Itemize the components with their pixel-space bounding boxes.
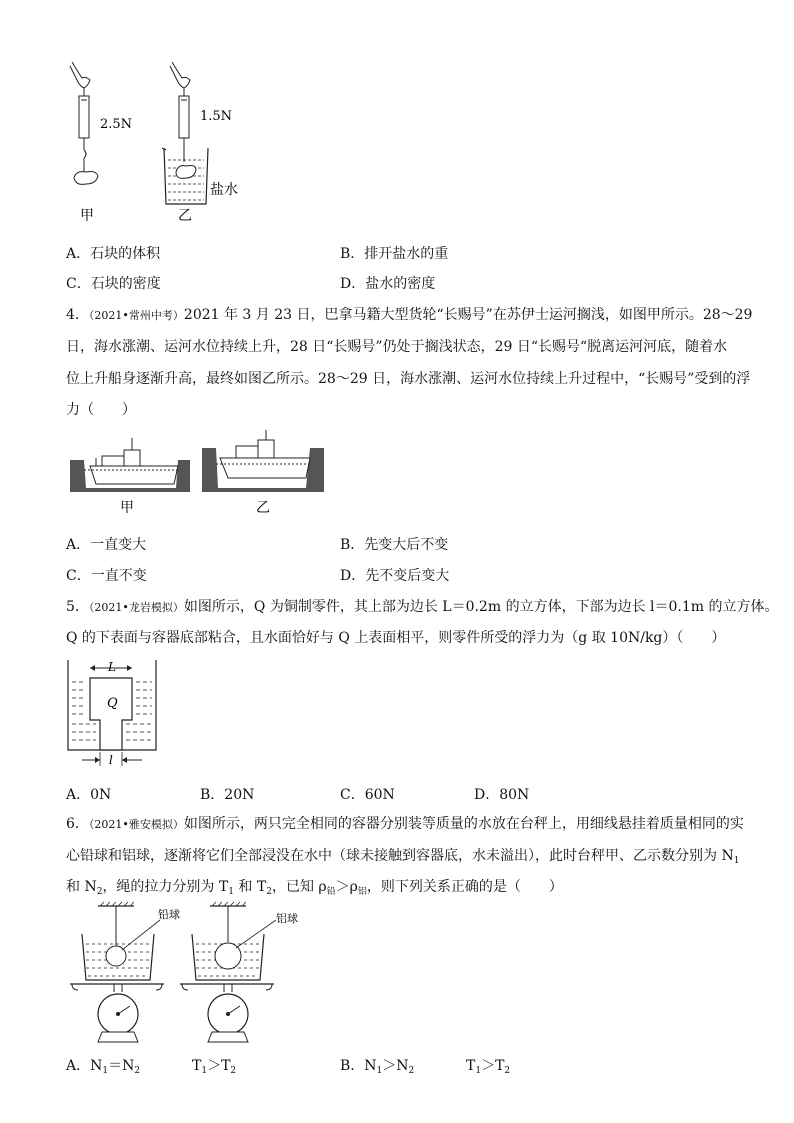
q6-figure bbox=[64, 900, 314, 1050]
q3-figure bbox=[60, 58, 260, 228]
q5-stem-line2: Q 的下表面与容器底部粘合，且水面恰好与 Q 上表面相平，则零件所受的浮力为（g 取 10N/kg）（ ） bbox=[66, 630, 726, 646]
q4-stem-line3: 位上升船身逐渐升高，最终如图乙所示。28～29 日，海水涨潮、运河水位持续上升过程中，“长赐号”受到的浮 bbox=[66, 371, 751, 387]
q3-reading-yi: 1.5N bbox=[200, 109, 233, 124]
q6-label-lead: 铅球 bbox=[158, 908, 180, 921]
q5-label-l: l bbox=[109, 753, 113, 767]
q4-label-yi: 乙 bbox=[256, 500, 270, 516]
q5-source: （2021•龙岩模拟） bbox=[88, 601, 184, 614]
q5-stem-line1: 5．（2021•龙岩模拟）如图所示，Q 为铜制零件，其上部为边长 L＝0.2m 的立方体，下部为边长 l＝0.1m 的立方体。 bbox=[66, 599, 779, 615]
q3-reading-jia: 2.5N bbox=[100, 117, 133, 132]
q4-figure bbox=[66, 430, 336, 520]
q6-label-al: 铝球 bbox=[276, 912, 298, 925]
q6-option-b[interactable]: B．$N_1>N_2$ bbox=[340, 1058, 415, 1076]
q5-figure bbox=[62, 658, 172, 770]
q3-label-yi: 乙 bbox=[178, 208, 192, 224]
q3-option-a[interactable]: A．石块的体积 bbox=[66, 246, 161, 262]
q6-stem-line1: 6．（2021•雅安模拟）如图所示，两只完全相同的容器分别装等质量的水放在台秤上，用细线悬挂着质量相同的实 bbox=[66, 816, 744, 832]
q3-option-d[interactable]: D．盐水的密度 bbox=[340, 276, 436, 292]
q4-stem-line4: 力（ ） bbox=[66, 402, 136, 418]
q5-label-Q: Q bbox=[107, 696, 118, 711]
q4-option-c[interactable]: C．一直不变 bbox=[66, 568, 147, 584]
q5-option-c[interactable]: C．60N bbox=[340, 787, 395, 803]
q4-option-b[interactable]: B．先变大后不变 bbox=[340, 537, 449, 553]
q4-source: （2021•常州中考） bbox=[88, 309, 184, 322]
q3-label-jia: 甲 bbox=[80, 208, 94, 224]
q4-label-jia: 甲 bbox=[120, 500, 134, 516]
q6-stem-line3: 和 $N_2$，绳的拉力分别为 $T_1$ 和 $T_2$，已知 $\rho_铅>\rho_铝$，则下列关系正确的是（ ） bbox=[66, 879, 563, 897]
q5-option-a[interactable]: A．0N bbox=[66, 787, 112, 803]
q6-stem-line2: 心铅球和铝球，逐渐将它们全部浸没在水中（球未接触到容器底，水未溢出），此时台秤甲、乙示数分别为 $N_1$ bbox=[66, 848, 740, 866]
q6-source: （2021•雅安模拟） bbox=[88, 818, 184, 831]
q4-stem-line1: 4．（2021•常州中考）2021 年 3 月 23 日，巴拿马籍大型货轮“长赐号”在苏伊士运河搁浅，如图甲所示。28～29 bbox=[66, 307, 753, 323]
q4-option-a[interactable]: A．一直变大 bbox=[66, 537, 147, 553]
q6-option-b-tension: $T_1>T_2$ bbox=[466, 1058, 511, 1076]
q3-option-b[interactable]: B．排开盐水的重 bbox=[340, 246, 449, 262]
q5-option-b[interactable]: B．20N bbox=[200, 787, 255, 803]
q4-stem-line2: 日，海水涨潮、运河水位持续上升，28 日“长赐号”仍处于搁浅状态，29 日“长赐号“脱离运河河底，随着水 bbox=[66, 339, 728, 355]
q5-number: 5． bbox=[66, 599, 89, 615]
q4-number: 4． bbox=[66, 307, 89, 323]
q6-option-a-tension: $T_1>T_2$ bbox=[192, 1058, 237, 1076]
q3-salt-water-label: 盐水 bbox=[210, 182, 238, 198]
q5-label-L: L bbox=[108, 660, 116, 674]
q6-number: 6． bbox=[66, 816, 89, 832]
q6-option-a[interactable]: A．$N_1=N_2$ bbox=[66, 1058, 141, 1076]
q4-option-d[interactable]: D．先不变后变大 bbox=[340, 568, 450, 584]
q5-option-d[interactable]: D．80N bbox=[474, 787, 530, 803]
q3-option-c[interactable]: C．石块的密度 bbox=[66, 276, 161, 292]
